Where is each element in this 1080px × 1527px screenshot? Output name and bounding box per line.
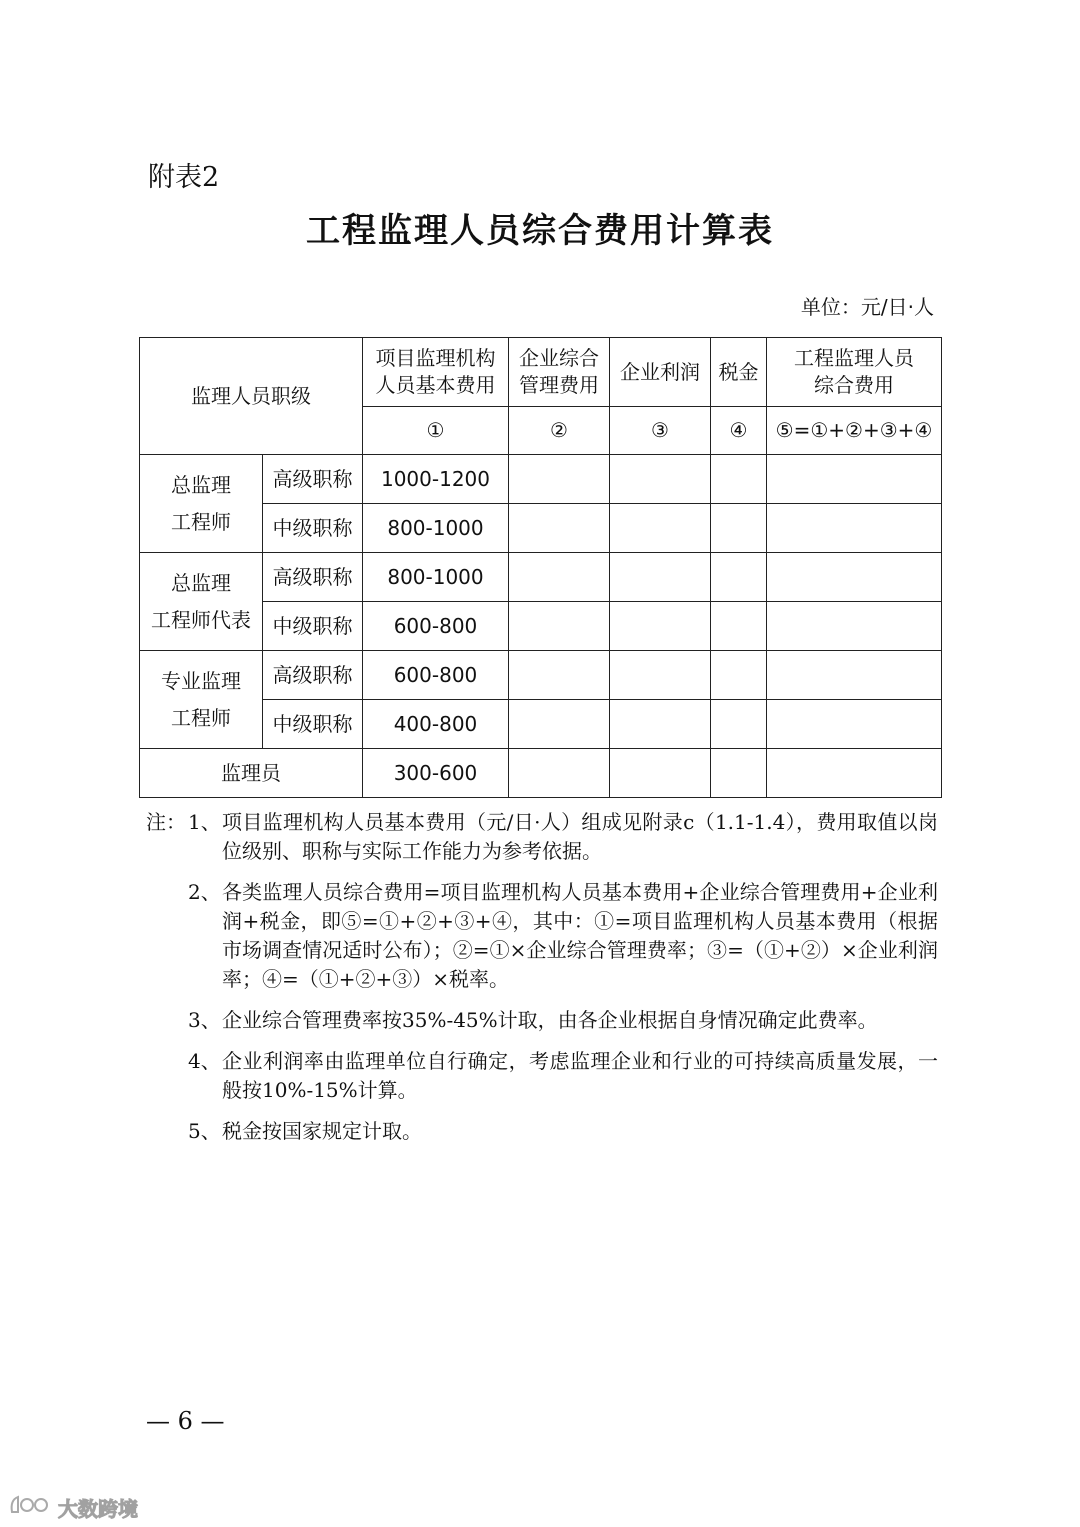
- base-fee-cell: 600-800: [363, 651, 509, 700]
- formula-cell: ①: [363, 407, 509, 455]
- empty-cell: [509, 651, 610, 700]
- empty-cell: [509, 553, 610, 602]
- role-cell: 专业监理 工程师: [140, 651, 263, 749]
- empty-cell: [767, 651, 942, 700]
- notes-prefix: 注：: [146, 810, 186, 834]
- formula-cell: ②: [509, 407, 610, 455]
- empty-cell: [711, 651, 767, 700]
- note-item: [146, 878, 938, 994]
- unit-label: 单位：元/日·人: [800, 295, 934, 319]
- title-cell: 高级职称: [263, 651, 363, 700]
- brand-logo-icon: [8, 1492, 52, 1522]
- note-item: [146, 808, 938, 866]
- empty-cell: [509, 700, 610, 749]
- empty-cell: [767, 504, 942, 553]
- note-item: [146, 1117, 938, 1146]
- empty-cell: [610, 602, 711, 651]
- title-cell: 中级职称: [263, 602, 363, 651]
- base-fee-cell: 300-600: [363, 749, 509, 798]
- empty-cell: [509, 504, 610, 553]
- header-profit: 企业利润: [610, 338, 711, 407]
- header-management-fee: 企业综合 管理费用: [509, 338, 610, 407]
- empty-cell: [711, 749, 767, 798]
- formula-cell: ⑤=①+②+③+④: [767, 407, 942, 455]
- note-item: [146, 1047, 938, 1105]
- fee-table: [139, 337, 942, 798]
- empty-cell: [767, 700, 942, 749]
- formula-cell: ③: [610, 407, 711, 455]
- empty-cell: [767, 553, 942, 602]
- page-title: 工程监理人员综合费用计算表: [306, 211, 774, 251]
- role-cell: 监理员: [140, 749, 363, 798]
- title-cell: 高级职称: [263, 553, 363, 602]
- empty-cell: [610, 651, 711, 700]
- note-number: 1、: [188, 810, 221, 834]
- header-row: [140, 338, 942, 407]
- header-total-fee: 工程监理人员 综合费用: [767, 338, 942, 407]
- base-fee-cell: 600-800: [363, 602, 509, 651]
- empty-cell: [711, 700, 767, 749]
- empty-cell: [610, 504, 711, 553]
- note-number: 4、: [188, 1049, 221, 1073]
- watermark-text: 大数跨境: [58, 1496, 138, 1521]
- header-grade: 监理人员职级: [140, 338, 363, 455]
- header-base-fee: 项目监理机构 人员基本费用: [363, 338, 509, 407]
- note-number: 2、: [188, 880, 221, 904]
- note-text: 各类监理人员综合费用=项目监理机构人员基本费用+企业综合管理费用+企业利润+税金，即⑤=①+②+③+④，其中：①=项目监理机构人员基本费用（根据市场调查情况适时公布）；②=①×企业综合管理费率；③=（①+②）×企业利润率；④=（①+②+③）×税率。: [222, 880, 938, 991]
- table-row: [140, 455, 942, 504]
- title-cell: 中级职称: [263, 700, 363, 749]
- empty-cell: [509, 749, 610, 798]
- empty-cell: [610, 553, 711, 602]
- note-text: 企业利润率由监理单位自行确定，考虑监理企业和行业的可持续高质量发展，一般按10%-15%计算。: [222, 1049, 938, 1102]
- table-row: [140, 553, 942, 602]
- empty-cell: [767, 602, 942, 651]
- title-cell: 中级职称: [263, 504, 363, 553]
- table-row: [140, 749, 942, 798]
- title-cell: 高级职称: [263, 455, 363, 504]
- attachment-label: 附表2: [148, 162, 220, 193]
- page-number: — 6 —: [146, 1407, 225, 1435]
- formula-cell: ④: [711, 407, 767, 455]
- empty-cell: [711, 602, 767, 651]
- note-text: 税金按国家规定计取。: [222, 1119, 422, 1143]
- empty-cell: [509, 602, 610, 651]
- empty-cell: [767, 455, 942, 504]
- note-item: [146, 1006, 938, 1035]
- empty-cell: [711, 504, 767, 553]
- empty-cell: [767, 749, 942, 798]
- header-tax: 税金: [711, 338, 767, 407]
- note-text: 企业综合管理费率按35%-45%计取，由各企业根据自身情况确定此费率。: [222, 1008, 878, 1032]
- table-row: [140, 651, 942, 700]
- empty-cell: [610, 455, 711, 504]
- empty-cell: [509, 455, 610, 504]
- base-fee-cell: 800-1000: [363, 504, 509, 553]
- base-fee-cell: 800-1000: [363, 553, 509, 602]
- empty-cell: [711, 553, 767, 602]
- base-fee-cell: 400-800: [363, 700, 509, 749]
- watermark: [8, 1492, 138, 1522]
- empty-cell: [610, 749, 711, 798]
- note-number: 5、: [188, 1119, 221, 1143]
- role-cell: 总监理 工程师代表: [140, 553, 263, 651]
- base-fee-cell: 1000-1200: [363, 455, 509, 504]
- note-text: 项目监理机构人员基本费用（元/日·人）组成见附录c（1.1-1.4），费用取值以岗位级别、职称与实际工作能力为参考依据。: [222, 810, 938, 863]
- notes-section: [146, 808, 938, 1158]
- role-cell: 总监理 工程师: [140, 455, 263, 553]
- empty-cell: [610, 700, 711, 749]
- empty-cell: [711, 455, 767, 504]
- note-number: 3、: [188, 1008, 221, 1032]
